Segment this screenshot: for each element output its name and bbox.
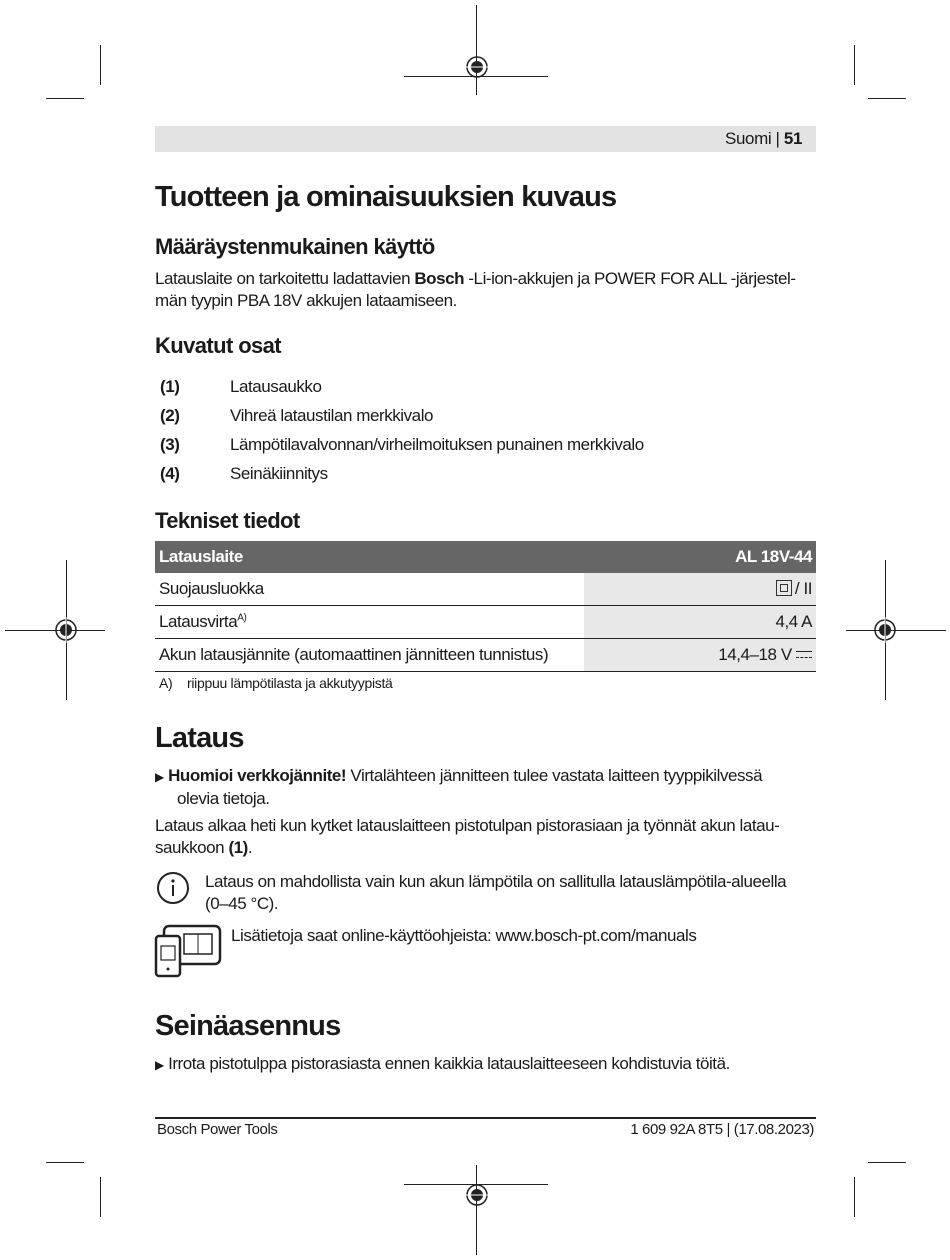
manual-link-text[interactable]: Lisätietoja saat online-käyttöohjeista: www.bosch-pt.com/manuals xyxy=(231,926,697,945)
info-note: Lataus on mahdollista vain kun akun lämpötila on sallitulla latauslämpötila-alueella (0–45 °C). xyxy=(205,872,787,913)
footer-divider xyxy=(155,1117,816,1119)
list-item: (3) Lämpötilavalvonnan/virheilmoituksen punainen merkkivalo xyxy=(160,435,644,454)
bullet-triangle-icon: ▶ xyxy=(155,770,164,784)
specs-table xyxy=(155,541,816,672)
footer-left: Bosch Power Tools xyxy=(157,1121,278,1138)
crop-mark xyxy=(854,1177,855,1217)
page-header: Suomi | 51 xyxy=(155,126,816,152)
list-item: (1) Latausaukko xyxy=(160,377,322,396)
charging-paragraph: Lataus alkaa heti kun kytket latauslaitteen pistotulpan pistorasiaan ja työnnät akun latau- saukkoon (1). xyxy=(155,816,780,857)
registration-mark-icon xyxy=(464,1182,490,1208)
table-header: AL 18V-44 xyxy=(584,541,816,573)
parts-heading: Kuvatut osat xyxy=(155,333,282,358)
table-footnote: A) riippuu lämpötilasta ja akkutyypistä xyxy=(159,675,393,691)
header-language: Suomi xyxy=(725,129,772,148)
crop-mark xyxy=(854,45,855,85)
intended-use-heading: Määräystenmukainen käyttö xyxy=(155,234,435,259)
charging-heading: Lataus xyxy=(155,722,244,754)
registration-mark-icon xyxy=(464,54,490,80)
warning-text: ▶ Huomioi verkkojännite! Virtalähteen jännitteen tulee vastata laitteen tyyppikilvessä olevia tietoja. xyxy=(155,766,763,808)
wall-mount-heading: Seinäasennus xyxy=(155,1010,341,1042)
registration-mark-icon xyxy=(872,617,898,643)
crop-mark xyxy=(100,45,101,85)
crop-mark xyxy=(476,1165,477,1255)
crop-mark xyxy=(46,98,84,99)
crop-mark xyxy=(46,1162,84,1163)
crop-mark xyxy=(100,1177,101,1217)
page-title: Tuotteen ja ominaisuuksien kuvaus xyxy=(155,181,617,213)
crop-mark xyxy=(868,1162,906,1163)
list-item: (4) Seinäkiinnitys xyxy=(160,464,328,483)
registration-mark-icon xyxy=(53,617,79,643)
wall-mount-warning: ▶ Irrota pistotulppa pistorasiasta ennen kaikkia latauslaitteeseen kohdistuvia töitä. xyxy=(155,1054,730,1073)
table-header: Latauslaite xyxy=(155,541,584,573)
table-row: Latausvirta$^{A)}$ 4,4 A xyxy=(155,606,816,639)
protection-class-icon xyxy=(776,580,792,596)
table-row: Akun latausjännite (automaattinen jännitteen tunnistus) 14,4–18 V xyxy=(155,639,816,672)
info-icon xyxy=(156,871,190,905)
specs-heading: Tekniset tiedot xyxy=(155,508,300,533)
list-item: (2) Vihreä lataustilan merkkivalo xyxy=(160,406,434,425)
dc-symbol-icon xyxy=(796,651,812,658)
crop-mark xyxy=(868,98,906,99)
crop-mark xyxy=(476,5,477,95)
page-number: 51 xyxy=(783,129,802,148)
intended-use-text: Latauslaite on tarkoitettu ladattavien Bosch -Li-ion-akkujen ja POWER FOR ALL -järjestel- män tyypin PBA 18V akkujen lataamiseen. xyxy=(155,269,796,310)
bullet-triangle-icon: ▶ xyxy=(155,1058,164,1072)
online-manual-icon xyxy=(154,922,222,978)
footer-right: 1 609 92A 8T5 | (17.08.2023) xyxy=(630,1121,814,1138)
table-row: Suojausluokka / II xyxy=(155,573,816,606)
